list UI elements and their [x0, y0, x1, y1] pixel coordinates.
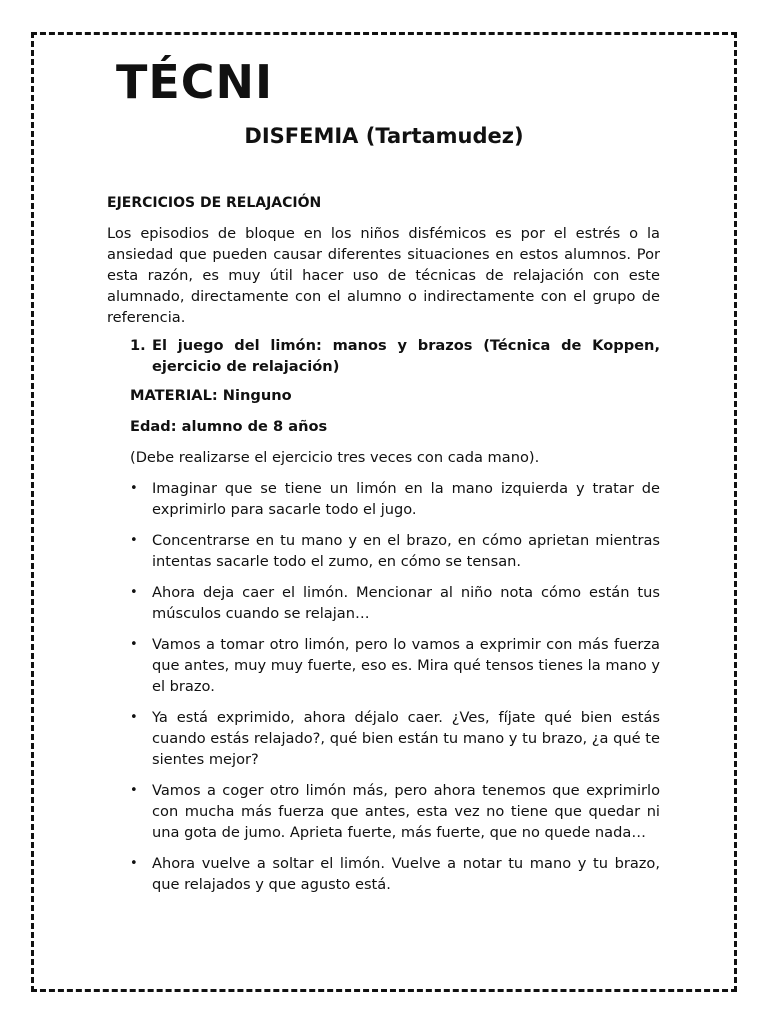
bullet-icon: • [130, 856, 138, 871]
material-line: MATERIAL: Ninguno [130, 387, 292, 404]
document-body [107, 193, 660, 905]
exercise-title: El juego del limón: manos y brazos (Técnica de Koppen, ejercicio de relajación) [152, 337, 660, 375]
bullet-icon: • [130, 533, 138, 548]
page-big-title: TÉCNI [116, 55, 274, 109]
list-item [130, 634, 660, 697]
step-text: Concentrarse en tu mano y en el brazo, en cómo aprietan mientras intentas sacarle todo el zumo, en cómo se tensan. [152, 532, 660, 570]
exercise-number: 1. [130, 337, 146, 354]
step-text: Ahora deja caer el limón. Mencionar al niño nota cómo están tus músculos cuando se relajan… [152, 584, 660, 622]
document-subtitle: DISFEMIA (Tartamudez) [244, 124, 524, 148]
step-text: Vamos a tomar otro limón, pero lo vamos a exprimir con más fuerza que antes, muy muy fuerte, eso es. Mira qué tensos tienes la mano y el brazo. [152, 636, 660, 695]
bullet-icon: • [130, 585, 138, 600]
bullet-icon: • [130, 481, 138, 496]
step-text: Ahora vuelve a soltar el limón. Vuelve a notar tu mano y tu brazo, que relajados y que agusto está. [152, 855, 660, 893]
exercise-heading [130, 335, 660, 377]
instruction-note: (Debe realizarse el ejercicio tres veces con cada mano). [130, 449, 540, 466]
list-item [130, 780, 660, 843]
steps-list [107, 478, 660, 895]
list-item [130, 853, 660, 895]
list-item [130, 582, 660, 624]
age-line: Edad: alumno de 8 años [130, 418, 328, 435]
list-item [130, 478, 660, 520]
list-item [130, 707, 660, 770]
step-text: Imaginar que se tiene un limón en la mano izquierda y tratar de exprimirlo para sacarle todo el jugo. [152, 480, 660, 518]
section-heading: EJERCICIOS DE RELAJACIÓN [107, 195, 322, 211]
list-item [130, 530, 660, 572]
step-text: Ya está exprimido, ahora déjalo caer. ¿Ves, fíjate qué bien estás cuando estás relajado?, qué bien están tu mano y tu brazo, ¿a qué te sientes mejor? [152, 709, 660, 768]
bullet-icon: • [130, 783, 138, 798]
bullet-icon: • [130, 637, 138, 652]
intro-paragraph: Los episodios de bloque en los niños disfémicos es por el estrés o la ansiedad que pueden causar diferentes situaciones en estos alumnos. Por esta razón, es muy útil hacer uso de técnicas de relajación con este alumnado, directamente con el alumno o indirectamente con el grupo de referencia. [107, 225, 660, 326]
bullet-icon: • [130, 710, 138, 725]
step-text: Vamos a coger otro limón más, pero ahora tenemos que exprimirlo con mucha más fuerza que antes, esta vez no tiene que quedar ni una gota de jumo. Aprieta fuerte, más fuerte, que no quede nada… [152, 782, 660, 841]
